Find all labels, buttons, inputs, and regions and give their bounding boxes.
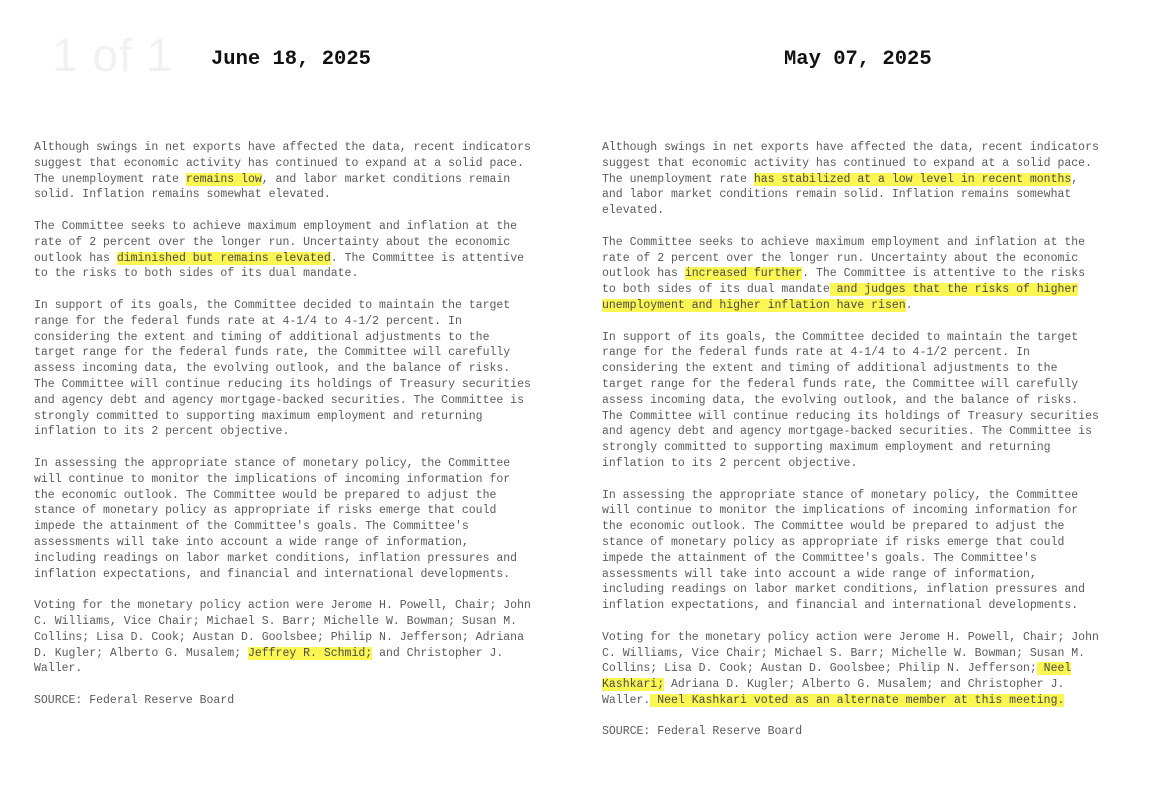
right-statement-column [602,140,1162,756]
text-segment: , and labor market conditions remain solid. Inflation remains somewhat elevated. [602,172,1079,218]
left-paragraph-5 [34,598,594,677]
text-segment: . The Committee is attentive to the risks to both sides of its dual mandate. [34,251,524,281]
text-segment: Voting for the monetary policy action were Jerome H. Powell, Chair; John C. Williams, Vice Chair; Michael S. Barr; Michelle W. Bowman; Susan M. Collins; Lisa D. Cook; Austan D. Goolsbee; Philip N. Jefferson; [602,630,1099,676]
text-segment: and Christopher J. Waller. [34,646,504,676]
text-segment: Voting for the monetary policy action were Jerome H. Powell, Chair; John C. Williams, Vice Chair; Michael S. Barr; Michelle W. Bowman; Susan M. Collins; Lisa D. Cook; Austan D. Goolsbee; Philip N. Jefferson; Adriana D. Kugler; Alberto G. Musalem; [34,599,531,660]
text-segment: Adriana D. Kugler; Alberto G. Musalem; and Christopher J. Waller. [602,678,1065,707]
right-paragraph-1 [602,140,1162,219]
left-column-date: June 18, 2025 [211,48,371,71]
text-segment: Although swings in net exports have affected the data, recent indicators suggest that economic activity has continued to expand at a solid pace. The unemployment rate [602,141,1099,186]
right-column-date: May 07, 2025 [784,48,932,71]
highlighted-change: and judges that the risks of higher unemployment and higher inflation have risen [602,283,1079,312]
left-source-line: SOURCE: Federal Reserve Board [34,693,235,707]
text-segment: The Committee seeks to achieve maximum employment and inflation at the rate of 2 percent over the longer run. Uncertainty about the economic outlook has [602,235,1086,281]
text-segment: , and labor market conditions remain solid. Inflation remains somewhat elevated. [34,172,511,202]
highlighted-change: diminished but remains elevated [116,251,331,265]
text-segment: The Committee seeks to achieve maximum employment and inflation at the rate of 2 percent over the longer run. Uncertainty about the economic outlook has [34,219,518,265]
right-source-line: SOURCE: Federal Reserve Board [602,725,803,739]
highlighted-change: remains low [185,172,262,186]
left-paragraph-1 [34,140,594,203]
highlighted-change: increased further [684,267,803,281]
left-paragraph-3: In support of its goals, the Committee decided to maintain the target range for the federal funds rate at 4-1/4 to 4-1/2 percent. In considering the extent and timing of additional adjustments to the target range for the federal funds rate, the Committee will carefully assess incoming data, the evolving outlook, and the balance of risks. The Committee will continue reducing its holdings of Treasury securities and agency debt and agency mortgage-backed securities. The Committee is strongly committed to supporting maximum employment and returning inflation to its 2 percent objective. [34,298,531,439]
highlighted-change: Jeffrey R. Schmid; [247,646,373,660]
highlighted-change: Neel Kashkari; [602,662,1072,692]
highlighted-change: Neel Kashkari voted as an alternate member at this meeting. [650,693,1065,707]
left-paragraph-4: In assessing the appropriate stance of monetary policy, the Committee will continue to monitor the implications of incoming information for the economic outlook. The Committee would be prepared to adjust the stance of monetary policy as appropriate if risks emerge that could impede the attainment of the Committee's goals. The Committee's assessments will take into account a wide range of information, including readings on labor market conditions, inflation pressures and inflation expectations, and financial and international developments. [34,456,518,581]
text-segment: . [905,298,913,312]
page-count-watermark: 1 of 1 [52,29,174,81]
right-paragraph-4: In assessing the appropriate stance of monetary policy, the Committee will continue to monitor the implications of incoming information for the economic outlook. The Committee would be prepared to adjust the stance of monetary policy as appropriate if risks emerge that could impede the attainment of the Committee's goals. The Committee's assessments will take into account a wide range of information, including readings on labor market conditions, inflation pressures and inflation expectations, and financial and international developments. [602,488,1086,613]
text-segment: Although swings in net exports have affected the data, recent indicators suggest that economic activity has continued to expand at a solid pace. The unemployment rate [34,141,531,186]
right-paragraph-5 [602,630,1162,709]
right-paragraph-2 [602,235,1162,314]
text-segment: . The Committee is attentive to the risks to both sides of its dual mandate [602,267,1086,297]
right-paragraph-3: In support of its goals, the Committee decided to maintain the target range for the federal funds rate at 4-1/4 to 4-1/2 percent. In considering the extent and timing of additional adjustments to the target range for the federal funds rate, the Committee will carefully assess incoming data, the evolving outlook, and the balance of risks. The Committee will continue reducing its holdings of Treasury securities and agency debt and agency mortgage-backed securities. The Committee is strongly committed to supporting maximum employment and returning inflation to its 2 percent objective. [602,330,1099,470]
highlighted-change: has stabilized at a low level in recent months [753,172,1072,186]
left-statement-column [34,140,594,724]
left-paragraph-2 [34,219,594,282]
